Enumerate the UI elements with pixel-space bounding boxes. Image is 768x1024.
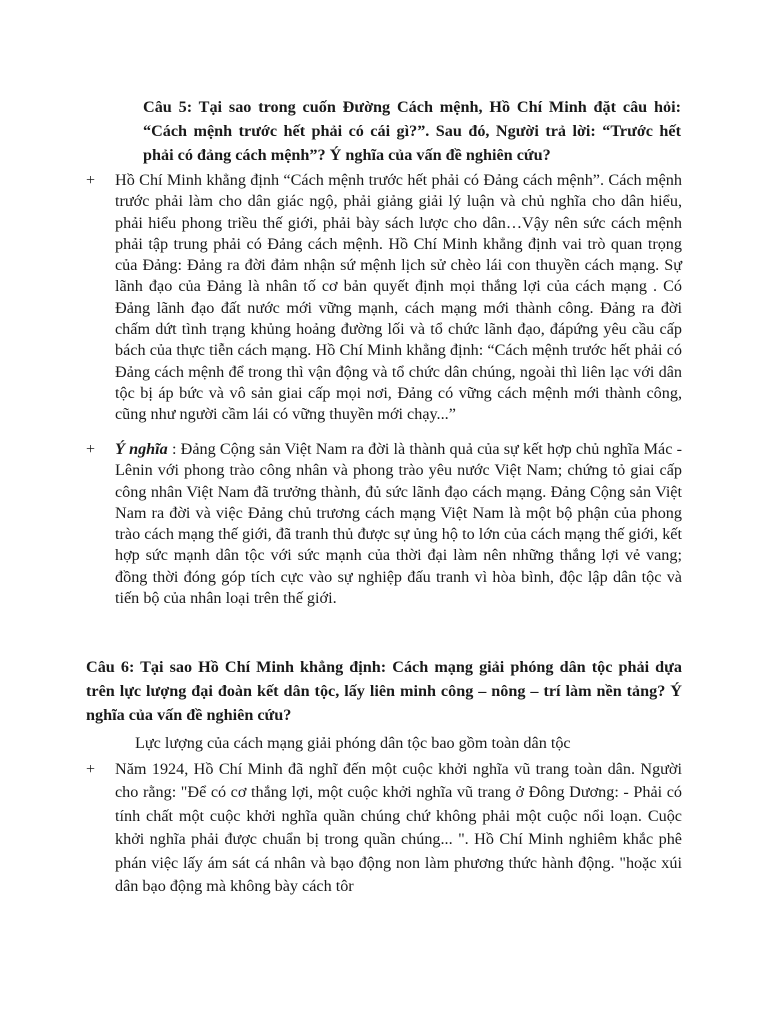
answer-6-intro: Lực lượng của cách mạng giải phóng dân tộc bao gồm toàn dân tộc bbox=[135, 734, 571, 752]
question-6-heading: Câu 6: Tại sao Hồ Chí Minh khẳng định: Cách mạng giải phóng dân tộc phải dựa trên lực lượng đại đoàn kết dân tộc, lấy liên minh công – nông – trí làm nền tảng? Ý nghĩa của vấn đề nghiên cứu? bbox=[86, 658, 682, 724]
question-5-heading: Câu 5: Tại sao trong cuốn Đường Cách mệnh, Hồ Chí Minh đặt câu hỏi: “Cách mệnh trước hết phải có cái gì?”. Sau đó, Người trả lời: “Trước hết phải có đảng cách mệnh”? Ý nghĩa của vấn đề nghiên cứu? bbox=[143, 98, 681, 164]
bullet-marker: + bbox=[86, 761, 96, 778]
paragraph-text bbox=[115, 439, 682, 609]
bullet-marker: + bbox=[86, 172, 96, 189]
paragraph-text: Năm 1924, Hồ Chí Minh đã nghĩ đến một cuộc khởi nghĩa vũ trang toàn dân. Người cho rằng: "Để có cơ thắng lợi, một cuộc khởi nghĩa vũ trang ở Đông Dương: - Phải có tính chất một cuộc khởi nghĩa quần chúng chứ không phải một cuộc nổi loạn. Cuộc khởi nghĩa phải được chuẩn bị trong quần chúng... ". Hồ Chí Minh nghiêm khắc phê phán việc lấy ám sát cá nhân và bạo động non làm phương thức hành động. "hoặc xúi dân bạo động mà không bày cách tôr bbox=[115, 760, 682, 896]
meaning-text: : Đảng Cộng sản Việt Nam ra đời là thành quả của sự kết hợp chủ nghĩa Mác - Lênin với phong trào công nhân và phong trào yêu nước Việt Nam; chứng tỏ giai cấp công nhân Việt Nam đã trưởng thành, đủ sức lãnh đạo cách mạng. Đảng Cộng sản Việt Nam ra đời và việc Đảng chủ trương cách mạng Việt Nam là một bộ phận của phong trào cách mạng thế giới, đã tranh thủ được sự ủng hộ to lớn của cách mạng thế giới, kết hợp sức mạnh dân tộc với sức mạnh của thời đại làm nên những thắng lợi vẻ vang; đồng thời đóng góp tích cực vào sự nghiệp đấu tranh vì hòa bình, độc lập dân tộc và tiến bộ của nhân loại trên thế giới. bbox=[115, 440, 682, 608]
bullet-marker: + bbox=[86, 441, 96, 458]
paragraph-text: Hồ Chí Minh khẳng định “Cách mệnh trước hết phải có Đảng cách mệnh”. Cách mệnh trước phải làm cho dân giác ngộ, phải giảng giải lý luận và chủ nghĩa cho dân hiểu, phải hiểu phong triều thế giới, phải bày sách lược cho dân…Vậy nên sức cách mệnh phải tập trung phải có Đảng cách mệnh. Hồ Chí Minh khẳng định vai trò quan trọng của Đảng: Đảng ra đời đảm nhận sứ mệnh lịch sử chèo lái con thuyền cách mạng. Sự lãnh đạo của Đảng là nhân tố cơ bản quyết định mọi thắng lợi của cách mạng . Có Đảng lãnh đạo đất nước mới vững mạnh, cách mạng mới thành công. Đảng ra đời chấm dứt tình trạng khủng hoảng đường lối và tổ chức lãnh đạo, đápứng yêu cầu cấp bách của thực tiễn cách mạng. Hồ Chí Minh khẳng định: “Cách mệnh trước hết phải có Đảng cách mệnh để trong thì vận động và tổ chức dân chúng, ngoài thì liên lạc với dân tộc bị áp bức và vô sản giai cấp mọi nơi, Đảng có vững cách mệnh mới thành công, cũng như người cầm lái có vững thuyền mới chạy...” bbox=[115, 171, 682, 424]
meaning-label: Ý nghĩa bbox=[115, 440, 168, 458]
